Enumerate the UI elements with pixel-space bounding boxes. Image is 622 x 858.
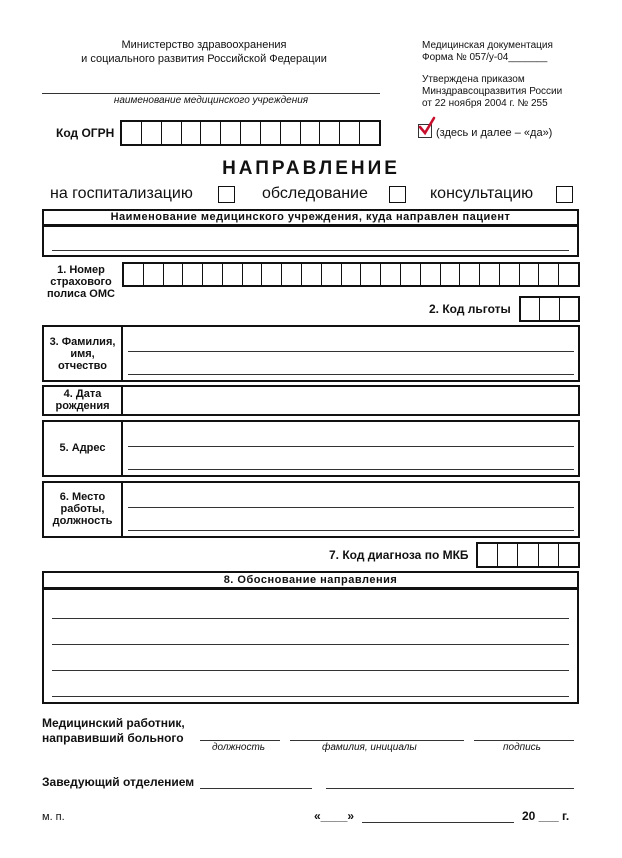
- name-line-1: [128, 351, 574, 352]
- oms-cell[interactable]: [164, 264, 184, 285]
- medic-signature-line[interactable]: [474, 740, 574, 741]
- benefit-code-cells[interactable]: [519, 296, 580, 322]
- oms-cell[interactable]: [421, 264, 441, 285]
- oms-cell[interactable]: [539, 264, 559, 285]
- oms-cell[interactable]: [203, 264, 223, 285]
- medic-label: [42, 716, 185, 746]
- medic-label-2: направивший больного: [42, 731, 184, 745]
- purpose-hospitalization-checkbox[interactable]: [218, 186, 235, 203]
- document-info: [422, 40, 612, 110]
- oms-cell[interactable]: [500, 264, 520, 285]
- justification-header: 8. Обоснование направления: [42, 571, 579, 589]
- oms-cell[interactable]: [342, 264, 362, 285]
- diagnosis-code-cells[interactable]: [476, 542, 580, 568]
- work-line-1: [128, 507, 574, 508]
- date-month-line[interactable]: [362, 822, 514, 823]
- oms-cell[interactable]: [302, 264, 322, 285]
- address-line-1: [128, 446, 574, 447]
- head-label: Заведующий отделением: [42, 775, 195, 789]
- oms-cell[interactable]: [381, 264, 401, 285]
- head-name-line[interactable]: [326, 788, 574, 789]
- purpose-consultation-checkbox[interactable]: [556, 186, 573, 203]
- ogrn-cell[interactable]: [360, 122, 379, 144]
- ogrn-cell[interactable]: [241, 122, 261, 144]
- work-label: [42, 491, 123, 527]
- medic-position-line[interactable]: [200, 740, 280, 741]
- oms-policy-label-1: 1. Номер: [57, 264, 105, 276]
- ogrn-cell[interactable]: [261, 122, 281, 144]
- name-label-3: отчество: [57, 360, 108, 372]
- ogrn-cell[interactable]: [281, 122, 301, 144]
- oms-cell[interactable]: [520, 264, 540, 285]
- purpose-hospitalization-label: на госпитализацию: [50, 185, 193, 202]
- page-title: НАПРАВЛЕНИЕ: [222, 158, 400, 179]
- referral-institution-line: [52, 250, 569, 251]
- checkmark-icon: [418, 116, 436, 138]
- benefit-cell[interactable]: [540, 298, 559, 320]
- institution-caption: наименование медицинского учреждения: [113, 95, 309, 106]
- oms-cell[interactable]: [322, 264, 342, 285]
- ogrn-cell[interactable]: [142, 122, 162, 144]
- name-caption: фамилия, инициалы: [322, 742, 417, 753]
- name-label-1: 3. Фамилия,: [49, 336, 116, 348]
- address-line-2: [128, 469, 574, 470]
- ogrn-cell[interactable]: [301, 122, 321, 144]
- medic-label-1: Медицинский работник,: [42, 716, 185, 730]
- oms-cell[interactable]: [223, 264, 243, 285]
- justification-line-2: [52, 644, 569, 645]
- oms-cell[interactable]: [144, 264, 164, 285]
- ogrn-cell[interactable]: [162, 122, 182, 144]
- oms-cell[interactable]: [262, 264, 282, 285]
- head-position-line[interactable]: [200, 788, 312, 789]
- diag-cell[interactable]: [559, 544, 578, 566]
- oms-cell[interactable]: [243, 264, 263, 285]
- birthdate-label-2: рождения: [55, 400, 110, 412]
- check-note: (здесь и далее – «да»): [436, 127, 553, 139]
- address-label: 5. Адрес: [59, 442, 106, 454]
- birthdate-label-1: 4. Дата: [63, 388, 102, 400]
- ministry-line-2: и социального развития Российской Федерации: [81, 53, 327, 65]
- justification-line-3: [52, 670, 569, 671]
- diagnosis-code-label: 7. Код диагноза по МКБ: [329, 548, 469, 562]
- approved-line-1: Утверждена приказом: [422, 74, 525, 85]
- work-label-1: 6. Место: [59, 491, 106, 503]
- oms-cell[interactable]: [460, 264, 480, 285]
- purpose-examination-checkbox[interactable]: [389, 186, 406, 203]
- diag-cell[interactable]: [539, 544, 559, 566]
- oms-cell[interactable]: [401, 264, 421, 285]
- ogrn-cell[interactable]: [340, 122, 360, 144]
- ogrn-cell[interactable]: [201, 122, 221, 144]
- birthdate-field[interactable]: [121, 385, 580, 416]
- oms-policy-label-2: страхового: [50, 276, 112, 288]
- justification-line-4: [52, 696, 569, 697]
- diag-cell[interactable]: [518, 544, 538, 566]
- date-day[interactable]: «____»: [314, 809, 355, 823]
- ogrn-cell[interactable]: [221, 122, 241, 144]
- oms-cell[interactable]: [183, 264, 203, 285]
- purpose-consultation-label: консультацию: [430, 185, 534, 202]
- work-label-3: должность: [52, 515, 113, 527]
- diag-cell[interactable]: [498, 544, 518, 566]
- oms-cell[interactable]: [480, 264, 500, 285]
- form-number: Форма № 057/у-04_______: [422, 52, 548, 63]
- referral-institution-header: Наименование медицинского учреждения, куда направлен пациент: [42, 209, 579, 226]
- signature-caption: подпись: [503, 742, 541, 753]
- diag-cell[interactable]: [478, 544, 498, 566]
- birthdate-label: [42, 388, 123, 412]
- ministry-name: [44, 38, 364, 66]
- justification-field[interactable]: [42, 588, 579, 704]
- medic-name-line[interactable]: [290, 740, 464, 741]
- oms-cell[interactable]: [559, 264, 578, 285]
- name-label: [42, 336, 123, 372]
- benefit-cell[interactable]: [521, 298, 540, 320]
- name-line-2: [128, 374, 574, 375]
- ministry-line-1: Министерство здравоохранения: [121, 39, 287, 51]
- institution-line[interactable]: [42, 93, 380, 94]
- doc-type: Медицинская документация: [422, 40, 553, 51]
- approved-line-3: от 22 ноября 2004 г. № 255: [422, 98, 548, 109]
- work-label-2: работы,: [60, 503, 105, 515]
- oms-cell[interactable]: [361, 264, 381, 285]
- justification-line-1: [52, 618, 569, 619]
- position-caption: должность: [212, 742, 266, 753]
- oms-policy-label: [42, 264, 120, 300]
- oms-cell[interactable]: [282, 264, 302, 285]
- purpose-examination-label: обследование: [262, 185, 368, 202]
- ogrn-label: Код ОГРН: [56, 126, 115, 140]
- ogrn-cells[interactable]: [120, 120, 381, 146]
- referral-institution-field[interactable]: [42, 225, 579, 257]
- benefit-code-label: 2. Код льготы: [429, 302, 511, 316]
- stamp-label: м. п.: [42, 811, 65, 823]
- approved-line-2: Минздравсоцразвития России: [422, 86, 563, 97]
- oms-cell[interactable]: [124, 264, 144, 285]
- ogrn-cell[interactable]: [320, 122, 340, 144]
- ogrn-cell[interactable]: [182, 122, 202, 144]
- name-label-2: имя,: [70, 348, 95, 360]
- oms-policy-cells[interactable]: [122, 262, 580, 287]
- oms-policy-label-3: полиса ОМС: [47, 288, 115, 300]
- benefit-cell[interactable]: [560, 298, 578, 320]
- oms-cell[interactable]: [441, 264, 461, 285]
- work-line-2: [128, 530, 574, 531]
- ogrn-cell[interactable]: [122, 122, 142, 144]
- date-year[interactable]: 20 ___ г.: [522, 809, 570, 823]
